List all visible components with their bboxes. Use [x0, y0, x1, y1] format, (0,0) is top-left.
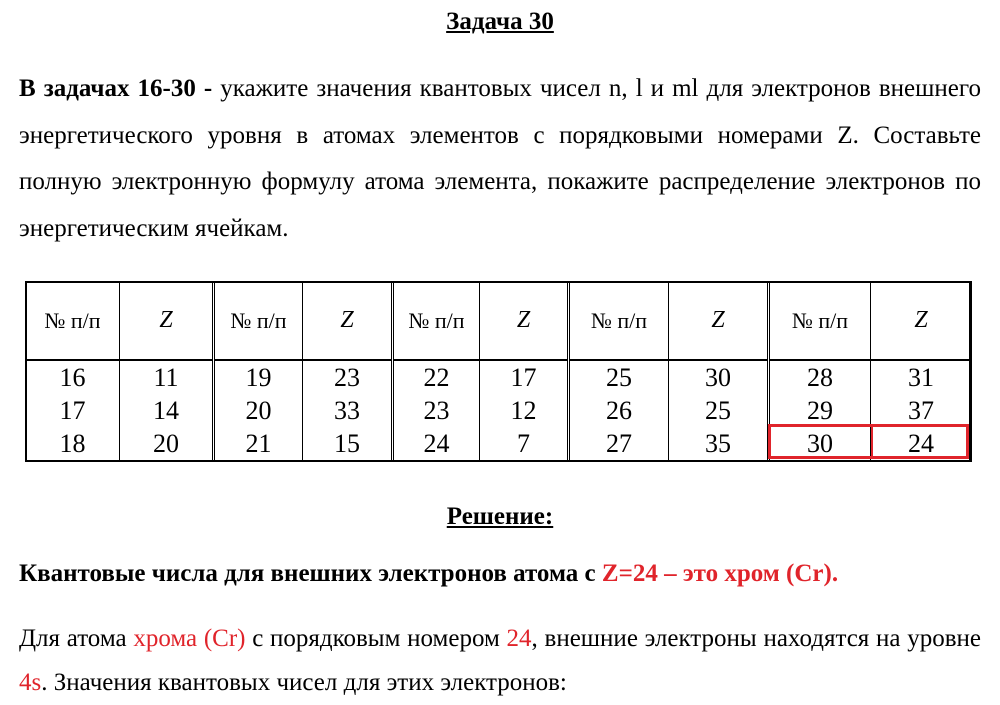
header-cell: № п/п [214, 282, 303, 361]
answer-highlight: Z=24 – это хром (Cr). [601, 560, 839, 587]
table-cell: 33 [303, 394, 393, 427]
table-cell: 12 [480, 394, 569, 427]
sublevel: 4s [19, 669, 42, 696]
table-cell: 23 [303, 360, 393, 394]
solution-title: Решение: [446, 503, 554, 530]
table-cell: 28 [769, 360, 871, 394]
table-cell: 23 [393, 394, 480, 427]
header-cell: Z [669, 282, 769, 361]
atomic-number: 24 [506, 625, 532, 652]
answer-prefix: Квантовые числа для внешних электронов атома с [19, 560, 602, 587]
element-name: хрома (Cr) [133, 625, 246, 652]
table-cell: 14 [120, 394, 214, 427]
header-cell: Z [303, 282, 393, 361]
task-text: укажите значения квантовых чисел n, l и ml для электронов внешнего энергетического уровня в атомах элементов с порядковыми номерами Z. Составьте полную электронную формулу атома элемента, покажите распределение электронов по энергетическим ячейкам. [19, 75, 981, 242]
table-cell: 20 [214, 394, 303, 427]
header-cell: № п/п [769, 282, 871, 361]
task-statement [19, 66, 981, 252]
table-header-row [26, 282, 972, 361]
table-cell: 19 [214, 360, 303, 394]
table-cell: 24 [393, 427, 480, 461]
table-cell: 16 [26, 360, 120, 394]
table-cell: 11 [120, 360, 214, 394]
table-cell: 30 [669, 360, 769, 394]
solution-paragraph [19, 617, 981, 705]
header-cell: № п/п [569, 282, 669, 361]
task-lead: В задачах 16-30 - [19, 75, 213, 102]
table-cell: 25 [669, 394, 769, 427]
paragraph-text: с порядковым номером [245, 625, 507, 652]
paragraph-text: , внешние электроны находятся на уровне [531, 625, 982, 652]
table-row [26, 394, 972, 427]
table-cell: 30 [769, 427, 871, 461]
table-cell: 20 [120, 427, 214, 461]
table-cell: 26 [569, 394, 669, 427]
table-cell: 27 [569, 427, 669, 461]
answer-heading [19, 560, 838, 588]
header-cell: № п/п [26, 282, 120, 361]
table-cell: 37 [871, 394, 972, 427]
header-cell: Z [871, 282, 972, 361]
paragraph-text: . Значения квантовых чисел для этих электронов: [41, 669, 567, 696]
table-row [26, 427, 972, 461]
header-cell: Z [480, 282, 569, 361]
variants-table [25, 281, 972, 462]
table-row [26, 360, 972, 394]
table-cell: 29 [769, 394, 871, 427]
table-cell: 31 [871, 360, 972, 394]
table-cell: 18 [26, 427, 120, 461]
table-cell: 35 [669, 427, 769, 461]
table-cell: 7 [480, 427, 569, 461]
table-cell: 15 [303, 427, 393, 461]
table-cell: 22 [393, 360, 480, 394]
paragraph-text: Для атома [19, 625, 134, 652]
task-title: Задача 30 [446, 8, 554, 35]
table-cell: 24 [871, 427, 972, 461]
table-cell: 25 [569, 360, 669, 394]
table-cell: 21 [214, 427, 303, 461]
header-cell: № п/п [393, 282, 480, 361]
table-cell: 17 [480, 360, 569, 394]
header-cell: Z [120, 282, 214, 361]
table-cell: 17 [26, 394, 120, 427]
